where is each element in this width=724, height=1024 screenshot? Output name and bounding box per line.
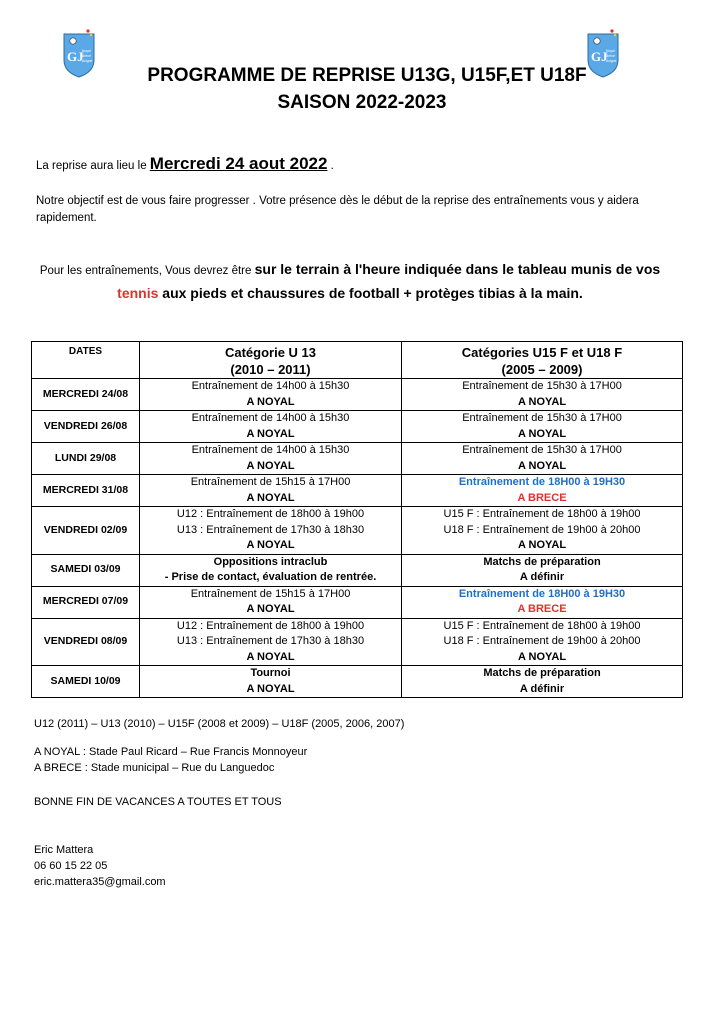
instructions-bold-1: sur le terrain à l'heure indiquée dans le tableau munis de vos: [254, 261, 661, 277]
logo-text-1: Noyal: [606, 49, 615, 53]
header-u13-line2: (2010 – 2011): [230, 362, 311, 377]
u13-line: U13 : Entraînement de 17h30 à 18h30: [176, 523, 365, 536]
date-suffix: .: [327, 160, 334, 172]
header-u15-u18: [402, 342, 683, 379]
u13-place: A NOYAL: [246, 459, 295, 472]
u13-place: A NOYAL: [246, 682, 295, 695]
u15-line: A définir: [519, 571, 565, 583]
row-u13: [140, 411, 402, 443]
u15-line: Entraînement de 18H00 à 19H30: [458, 476, 626, 488]
instructions-red-word: tennis: [117, 285, 159, 301]
u15-line: Entraînement de 18H00 à 19H30: [458, 587, 626, 600]
u15-place: A NOYAL: [517, 459, 567, 472]
row-u13: [140, 586, 402, 618]
u13-place: A NOYAL: [246, 395, 295, 408]
age-categories-note: U12 (2011) – U13 (2010) – U15F (2008 et 2009) – U18F (2005, 2006, 2007): [34, 718, 405, 730]
u13-place: A NOYAL: [246, 539, 295, 551]
row-date: VENDREDI 02/09: [32, 507, 140, 555]
u15-line: Entraînement de 15h30 à 17H00: [462, 380, 622, 392]
contact-block: [34, 842, 166, 890]
contact-email[interactable]: eric.mattera35@gmail.com: [34, 876, 166, 888]
season-title: SAISON 2022-2023: [277, 92, 447, 113]
u15-line: U15 F : Entraînement de 18h00 à 19h00: [443, 508, 641, 520]
row-u13: [140, 618, 402, 666]
row-date: SAMEDI 03/09: [32, 554, 140, 586]
header-u15-line2: (2005 – 2009): [501, 362, 583, 377]
logo-text-1: Noyal: [82, 49, 91, 53]
u13-line: Tournoi: [250, 667, 291, 679]
table-row: [32, 443, 683, 475]
u15-line: Matchs de préparation: [483, 555, 601, 568]
u13-line: Entraînement de 14h00 à 15h30: [191, 412, 350, 424]
instructions-bold-2: aux pieds et chaussures de football + protèges tibias à la main.: [158, 285, 583, 301]
row-u15: [402, 507, 683, 555]
table-row: [32, 507, 683, 555]
schedule-table: [31, 341, 683, 698]
u13-line: U12 : Entraînement de 18h00 à 19h00: [176, 508, 365, 520]
u15-place: A NOYAL: [517, 427, 567, 440]
row-u13: [140, 443, 402, 475]
row-date: MERCREDI 24/08: [32, 379, 140, 411]
row-date: SAMEDI 10/09: [32, 666, 140, 698]
row-u13: [140, 666, 402, 698]
table-row: [32, 666, 683, 698]
logo-text-2: Brécé: [606, 54, 615, 58]
u15-line: Entraînement de 15h30 à 17H00: [462, 412, 622, 424]
venues-block: [34, 744, 307, 776]
u15-place: A NOYAL: [517, 395, 567, 408]
row-u15: [402, 666, 683, 698]
u13-line: Entraînement de 15h15 à 17H00: [190, 476, 351, 488]
u15-place: A BRECE: [517, 491, 567, 504]
u15-place: A NOYAL: [517, 650, 567, 663]
row-u15: [402, 554, 683, 586]
row-u13: [140, 379, 402, 411]
table-row: [32, 554, 683, 586]
table-row: [32, 379, 683, 411]
date-prefix: La reprise aura lieu le: [36, 160, 150, 172]
table-header-row: [32, 342, 683, 379]
table-row: [32, 411, 683, 443]
contact-phone: 06 60 15 22 05: [34, 860, 108, 872]
instructions: [30, 258, 670, 304]
u13-line: U12 : Entraînement de 18h00 à 19h00: [176, 619, 365, 632]
u15-line: U18 F : Entraînement de 19h00 à 20h00: [443, 523, 641, 536]
header-u13: [140, 342, 402, 379]
row-u15: [402, 443, 683, 475]
u13-line: Oppositions intraclub: [213, 555, 328, 568]
row-u13: [140, 554, 402, 586]
u13-place: A NOYAL: [246, 491, 295, 504]
u13-place: A NOYAL: [246, 427, 295, 440]
row-u13: [140, 507, 402, 555]
u15-line: U15 F : Entraînement de 18h00 à 19h00: [443, 619, 641, 632]
u13-line: Entraînement de 15h15 à 17H00: [190, 587, 351, 600]
row-u15: [402, 586, 683, 618]
venue-brece: A BRECE : Stade municipal – Rue du Languedoc: [34, 762, 275, 774]
logo-letters: GJ: [67, 49, 84, 64]
row-u15: [402, 379, 683, 411]
header-u13-line1: Catégorie U 13: [224, 345, 317, 360]
row-date: MERCREDI 07/09: [32, 586, 140, 618]
row-date: LUNDI 29/08: [32, 443, 140, 475]
table-row: [32, 586, 683, 618]
logo-letters: GJ: [591, 49, 608, 64]
u13-line: U13 : Entraînement de 17h30 à 18h30: [176, 635, 365, 647]
u15-line: Matchs de préparation: [483, 667, 601, 679]
row-date: VENDREDI 26/08: [32, 411, 140, 443]
header-dates: DATES: [32, 342, 140, 379]
logo-text-3: Acigné: [606, 59, 617, 63]
objective-text: Notre objectif est de vous faire progresser . Votre présence dès le début de la reprise des entraînements vous y aidera rapidement.: [36, 195, 639, 224]
row-date: MERCREDI 31/08: [32, 475, 140, 507]
row-u15: [402, 411, 683, 443]
logo-text-3: Acigné: [82, 59, 93, 63]
table-row: [32, 475, 683, 507]
row-u15: [402, 618, 683, 666]
u13-line: - Prise de contact, évaluation de rentrée.: [164, 571, 377, 583]
resume-date-line: [36, 155, 334, 175]
resume-date: Mercredi 24 aout 2022: [149, 154, 328, 173]
row-u13: [140, 475, 402, 507]
u13-line: Entraînement de 14h00 à 15h30: [191, 380, 350, 392]
venue-noyal: A NOYAL : Stade Paul Ricard – Rue Francis Monnoyeur: [34, 746, 308, 758]
u15-place: A NOYAL: [517, 539, 567, 551]
contact-name: Eric Mattera: [34, 844, 94, 856]
table-row: [32, 618, 683, 666]
instructions-lead: Pour les entraînements, Vous devrez être: [39, 265, 255, 277]
u13-line: Entraînement de 14h00 à 15h30: [191, 444, 350, 456]
u15-line: U18 F : Entraînement de 19h00 à 20h00: [443, 635, 641, 647]
header-u15-line1: Catégories U15 F et U18 F: [461, 345, 623, 360]
page-title: PROGRAMME DE REPRISE U13G, U15F,ET U18F: [147, 65, 587, 86]
u13-place: A NOYAL: [246, 650, 295, 663]
row-date: VENDREDI 08/09: [32, 618, 140, 666]
u15-place: A BRECE: [517, 603, 567, 615]
u15-line: Entraînement de 15h30 à 17H00: [462, 444, 622, 456]
u15-place: A définir: [519, 682, 565, 695]
u13-place: A NOYAL: [246, 603, 295, 615]
logo-text-2: Brécé: [82, 54, 91, 58]
row-u15: [402, 475, 683, 507]
farewell-text: BONNE FIN DE VACANCES A TOUTES ET TOUS: [34, 796, 282, 808]
